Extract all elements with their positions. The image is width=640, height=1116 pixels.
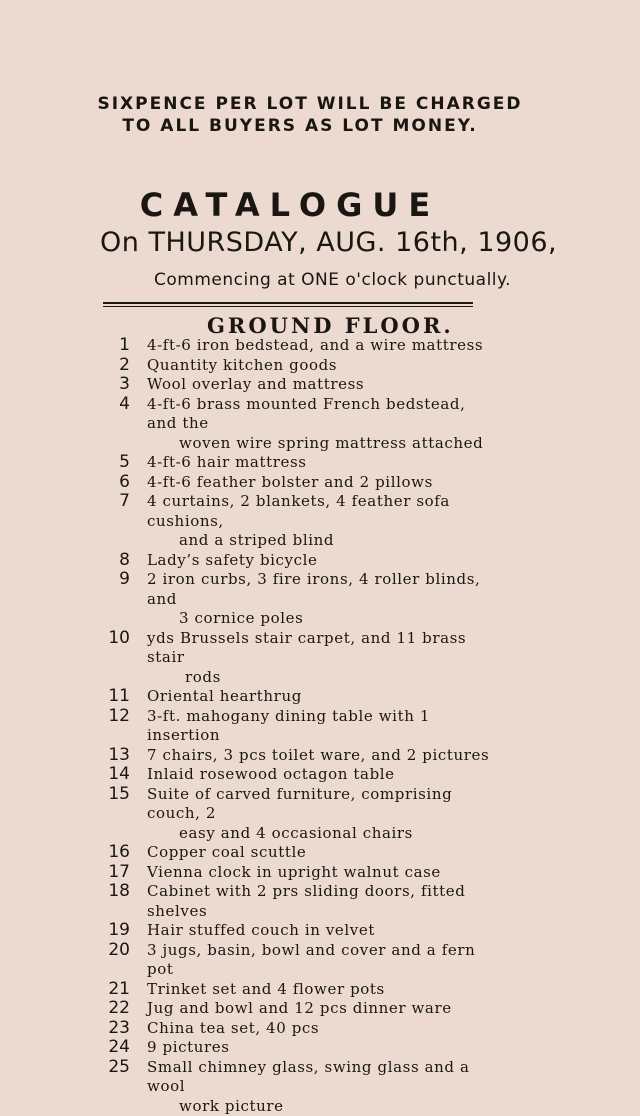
lot-description xyxy=(147,707,492,746)
lot-number: 16 xyxy=(80,843,130,863)
lot-description xyxy=(147,492,492,551)
lot-number: 14 xyxy=(80,765,130,785)
lot-description-text: yds Brussels stair carpet, and 11 brass stair xyxy=(147,629,466,667)
lot-list xyxy=(0,336,640,1116)
lot-description-text: Quantity kitchen goods xyxy=(147,356,337,374)
lot-description xyxy=(147,375,492,395)
lot-description-text: 4 curtains, 2 blankets, 4 feather sofa cushions, xyxy=(147,492,450,530)
lot-description-text: 7 chairs, 3 pcs toilet ware, and 2 pictures xyxy=(147,746,489,764)
divider-rule xyxy=(103,302,473,304)
lot-description xyxy=(147,570,492,629)
lot-description-text: Vienna clock in upright walnut case xyxy=(147,863,441,881)
lot-description xyxy=(147,356,492,376)
lot-description xyxy=(147,785,492,844)
lot-item xyxy=(0,1038,640,1058)
lot-item xyxy=(0,843,640,863)
lot-number: 11 xyxy=(80,687,130,707)
lot-item xyxy=(0,1019,640,1039)
lot-description xyxy=(147,882,492,921)
lot-number: 7 xyxy=(80,492,130,512)
lot-description-text: 9 pictures xyxy=(147,1038,230,1056)
lot-number: 3 xyxy=(80,375,130,395)
lot-item xyxy=(0,629,640,688)
lot-item xyxy=(0,375,640,395)
lot-description xyxy=(147,453,492,473)
lot-description-text: 3 jugs, basin, bowl and cover and a fern pot xyxy=(147,941,475,979)
lot-description xyxy=(147,980,492,1000)
lot-description xyxy=(147,863,492,883)
lot-description-text: Lady’s safety bicycle xyxy=(147,551,318,569)
lot-description xyxy=(147,1019,492,1039)
lot-item xyxy=(0,492,640,551)
lot-description xyxy=(147,765,492,785)
lot-item xyxy=(0,921,640,941)
section-heading: GROUND FLOOR. xyxy=(207,313,454,338)
lot-number: 23 xyxy=(80,1019,130,1039)
lot-item xyxy=(0,941,640,980)
lot-description xyxy=(147,746,492,766)
lot-item xyxy=(0,453,640,473)
lot-number: 5 xyxy=(80,453,130,473)
lot-description xyxy=(147,921,492,941)
lot-item xyxy=(0,473,640,493)
lot-item xyxy=(0,356,640,376)
sale-date xyxy=(100,227,557,258)
lot-description-text: China tea set, 40 pcs xyxy=(147,1019,319,1037)
lot-description-continuation: easy and 4 occasional chairs xyxy=(147,824,492,844)
lot-description xyxy=(147,843,492,863)
lot-money-notice-line2: TO ALL BUYERS AS LOT MONEY. xyxy=(0,116,620,136)
lot-item xyxy=(0,707,640,746)
lot-item xyxy=(0,336,640,356)
lot-description-text: Suite of carved furniture, comprising couch, 2 xyxy=(147,785,452,823)
lot-number: 21 xyxy=(80,980,130,1000)
lot-description-continuation: rods xyxy=(147,668,492,688)
lot-description-text: Copper coal scuttle xyxy=(147,843,306,861)
lot-description xyxy=(147,941,492,980)
lot-description xyxy=(147,473,492,493)
lot-description-continuation: 3 cornice poles xyxy=(147,609,492,629)
lot-number: 2 xyxy=(80,356,130,376)
lot-description-text: Inlaid rosewood octagon table xyxy=(147,765,395,783)
catalogue-title: CATALOGUE xyxy=(0,186,610,224)
lot-number: 18 xyxy=(80,882,130,902)
lot-description-text: Trinket set and 4 flower pots xyxy=(147,980,385,998)
lot-number: 17 xyxy=(80,863,130,883)
lot-description-text: Cabinet with 2 prs sliding doors, fitted shelves xyxy=(147,882,465,920)
lot-number: 1 xyxy=(80,336,130,356)
lot-description xyxy=(147,336,492,356)
lot-description-text: 4-ft-6 feather bolster and 2 pillows xyxy=(147,473,433,491)
lot-item xyxy=(0,687,640,707)
lot-number: 20 xyxy=(80,941,130,961)
lot-item xyxy=(0,570,640,629)
lot-description-text: 4-ft-6 hair mattress xyxy=(147,453,307,471)
lot-description-text: Small chimney glass, swing glass and a wool xyxy=(147,1058,470,1096)
lot-item xyxy=(0,746,640,766)
date-prefix: On xyxy=(100,227,139,258)
lot-item xyxy=(0,785,640,844)
date-text: THURSDAY, AUG. 16th, 1906, xyxy=(148,227,557,258)
lot-item xyxy=(0,882,640,921)
lot-number: 10 xyxy=(80,629,130,649)
lot-description-continuation: woven wire spring mattress attached xyxy=(147,434,492,454)
lot-description-text: Jug and bowl and 12 pcs dinner ware xyxy=(147,999,452,1017)
lot-description xyxy=(147,551,492,571)
lot-number: 9 xyxy=(80,570,130,590)
lot-description-text: Wool overlay and mattress xyxy=(147,375,364,393)
lot-number: 15 xyxy=(80,785,130,805)
lot-number: 6 xyxy=(80,473,130,493)
lot-description-text: 4-ft-6 brass mounted French bedstead, and the xyxy=(147,395,465,433)
lot-description xyxy=(147,629,492,688)
lot-item xyxy=(0,863,640,883)
lot-description-continuation: and a striped blind xyxy=(147,531,492,551)
lot-description xyxy=(147,999,492,1019)
lot-item xyxy=(0,1058,640,1116)
lot-number: 8 xyxy=(80,551,130,571)
lot-description-text: 2 iron curbs, 3 fire irons, 4 roller blinds, and xyxy=(147,570,480,608)
lot-item xyxy=(0,551,640,571)
lot-number: 13 xyxy=(80,746,130,766)
commencing-time: Commencing at ONE o'clock punctually. xyxy=(154,270,511,290)
divider-rule-thin xyxy=(103,306,473,307)
lot-description xyxy=(147,1038,492,1058)
lot-description xyxy=(147,395,492,454)
lot-number: 4 xyxy=(80,395,130,415)
lot-description-continuation: work picture xyxy=(147,1097,492,1116)
lot-number: 19 xyxy=(80,921,130,941)
lot-description-text: 4-ft-6 iron bedstead, and a wire mattress xyxy=(147,336,483,354)
lot-description xyxy=(147,687,492,707)
lot-description-text: Oriental hearthrug xyxy=(147,687,302,705)
lot-item xyxy=(0,999,640,1019)
lot-number: 24 xyxy=(80,1038,130,1058)
lot-description-text: Hair stuffed couch in velvet xyxy=(147,921,375,939)
lot-description-text: 3-ft. mahogany dining table with 1 insertion xyxy=(147,707,430,745)
lot-number: 12 xyxy=(80,707,130,727)
lot-item xyxy=(0,395,640,454)
lot-description xyxy=(147,1058,492,1116)
lot-item xyxy=(0,765,640,785)
lot-item xyxy=(0,980,640,1000)
lot-number: 25 xyxy=(80,1058,130,1078)
lot-money-notice-line1: SIXPENCE PER LOT WILL BE CHARGED xyxy=(0,94,630,114)
lot-number: 22 xyxy=(80,999,130,1019)
